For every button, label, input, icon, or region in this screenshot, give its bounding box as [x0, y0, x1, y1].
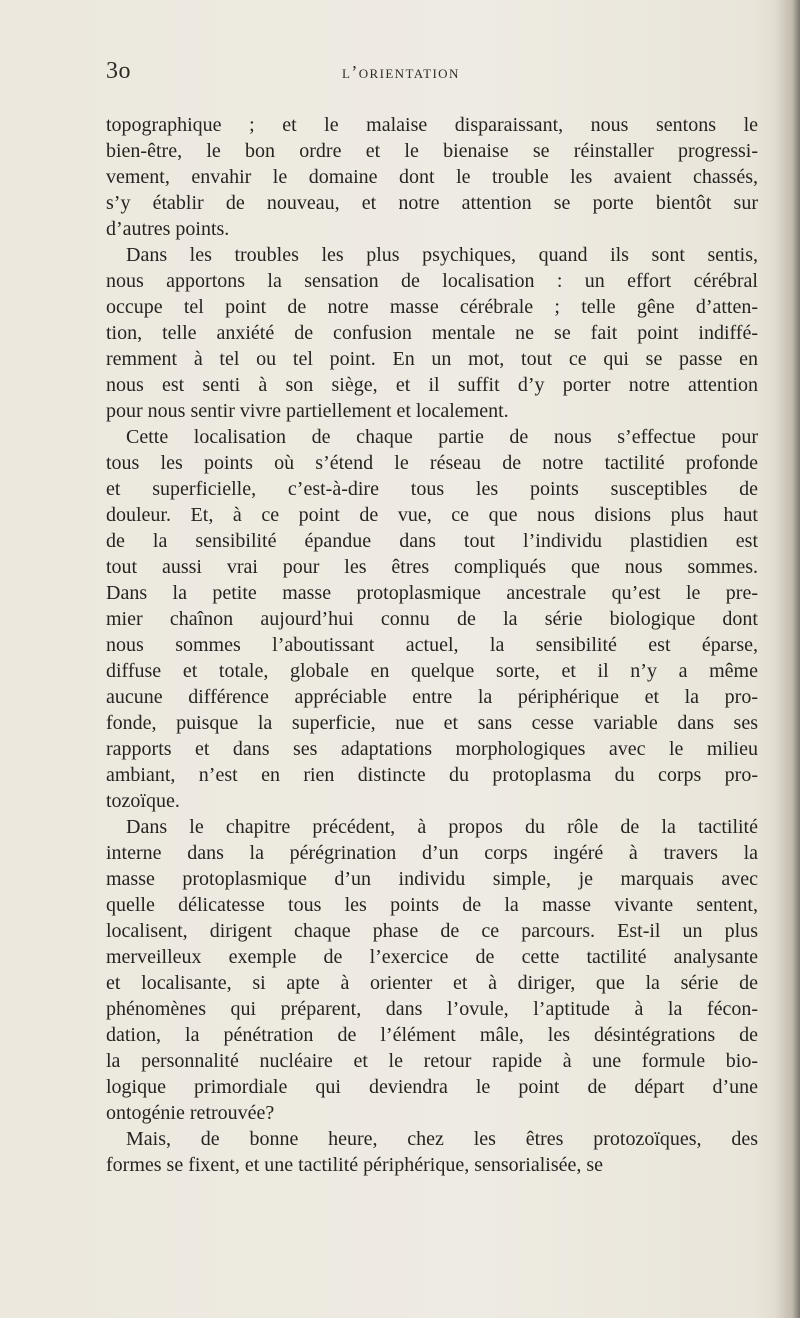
- page-edge-shadow: [774, 0, 800, 1318]
- text-line: masse protoplasmique d’un individu simple, je marquais avec: [106, 868, 758, 890]
- text-line: Dans la petite masse protoplasmique ancestrale qu’est le pre-: [106, 582, 758, 604]
- text-line: remment à tel ou tel point. En un mot, tout ce qui se passe en: [106, 348, 758, 370]
- text-line: ambiant, n’est en rien distincte du protoplasma du corps pro-: [106, 764, 758, 786]
- paragraph-start-line: Dans le chapitre précédent, à propos du rôle de la tactilité: [126, 816, 758, 838]
- text-line: merveilleux exemple de l’exercice de cette tactilité analysante: [106, 946, 758, 968]
- text-line: douleur. Et, à ce point de vue, ce que nous disions plus haut: [106, 504, 758, 526]
- paragraph-start-line: Mais, de bonne heure, chez les êtres protozoïques, des: [126, 1128, 758, 1150]
- text-line: quelle délicatesse tous les points de la masse vivante sentent,: [106, 894, 758, 916]
- text-line: rapports et dans ses adaptations morphologiques avec le milieu: [106, 738, 758, 760]
- text-line: la personnalité nucléaire et le retour rapide à une formule bio-: [106, 1050, 758, 1072]
- body-text: [106, 112, 758, 1178]
- text-line: de la sensibilité épandue dans tout l’individu plastidien est: [106, 530, 758, 552]
- text-line: tozoïque.: [106, 790, 180, 812]
- text-line: et superficielle, c’est-à-dire tous les points susceptibles de: [106, 478, 758, 500]
- text-line: vement, envahir le domaine dont le trouble les avaient chassés,: [106, 166, 758, 188]
- text-line: tous les points où s’étend le réseau de notre tactilité profonde: [106, 452, 758, 474]
- text-line: dation, la pénétration de l’élément mâle, les désintégrations de: [106, 1024, 758, 1046]
- text-line: s’y établir de nouveau, et notre attention se porte bientôt sur: [106, 192, 758, 214]
- paragraph-start-line: Dans les troubles les plus psychiques, quand ils sont sentis,: [126, 244, 758, 266]
- text-line: d’autres points.: [106, 218, 230, 240]
- text-line: ontogénie retrouvée?: [106, 1102, 275, 1124]
- text-line: tion, telle anxiété de confusion mentale ne se fait point indiffé-: [106, 322, 758, 344]
- text-line: interne dans la pérégrination d’un corps ingéré à travers la: [106, 842, 758, 864]
- text-line: phénomènes qui préparent, dans l’ovule, l’aptitude à la fécon-: [106, 998, 758, 1020]
- text-line: fonde, puisque la superficie, nue et sans cesse variable dans ses: [106, 712, 758, 734]
- text-line: nous est senti à son siège, et il suffit d’y porter notre attention: [106, 374, 758, 396]
- page-header: [106, 58, 746, 88]
- paragraph-start-line: Cette localisation de chaque partie de nous s’effectue pour: [126, 426, 758, 448]
- text-line: diffuse et totale, globale en quelque sorte, et il n’y a même: [106, 660, 758, 682]
- text-line: et localisante, si apte à orienter et à diriger, que la série de: [106, 972, 758, 994]
- text-line: localisent, dirigent chaque phase de ce parcours. Est-il un plus: [106, 920, 758, 942]
- text-line: logique primordiale qui deviendra le point de départ d’une: [106, 1076, 758, 1098]
- page-number: 3o: [106, 58, 131, 84]
- text-line: mier chaînon aujourd’hui connu de la série biologique dont: [106, 608, 758, 630]
- text-line: nous sommes l’aboutissant actuel, la sensibilité est éparse,: [106, 634, 758, 656]
- text-line: occupe tel point de notre masse cérébrale ; telle gêne d’atten-: [106, 296, 758, 318]
- text-line: pour nous sentir vivre partiellement et localement.: [106, 400, 509, 422]
- text-line: aucune différence appréciable entre la périphérique et la pro-: [106, 686, 758, 708]
- text-line: nous apportons la sensation de localisation : un effort cérébral: [106, 270, 758, 292]
- text-line: formes se fixent, et une tactilité périphérique, sensorialisée, se: [106, 1154, 604, 1176]
- running-head: l’orientation: [342, 62, 460, 82]
- text-line: bien-être, le bon ordre et le bienaise se réinstaller progressi-: [106, 140, 758, 162]
- text-line: tout aussi vrai pour les êtres compliqués que nous sommes.: [106, 556, 758, 578]
- text-line: topographique ; et le malaise disparaissant, nous sentons le: [106, 114, 758, 136]
